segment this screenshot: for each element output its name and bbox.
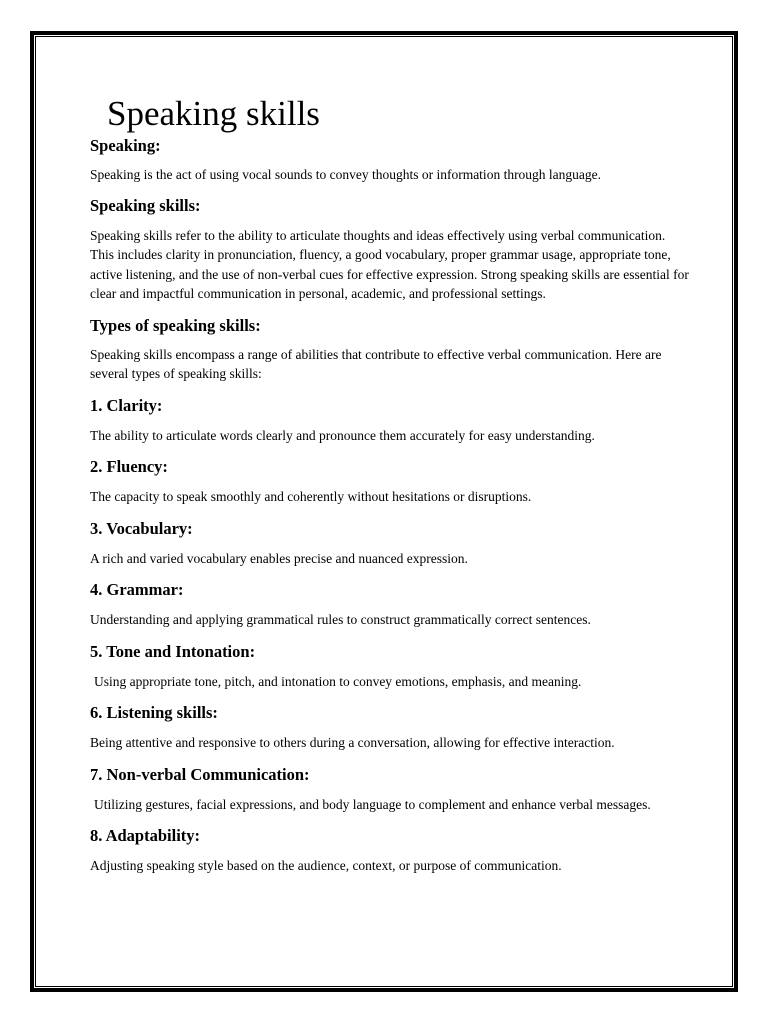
section-heading-vocabulary: 3. Vocabulary: [90, 518, 193, 538]
section-text-fluency: The capacity to speak smoothly and coherently without hesitations or disruptions. [90, 489, 532, 504]
section-heading-speaking: Speaking: [90, 136, 161, 155]
section-text-nonverbal [90, 795, 690, 815]
section-text-speaking-skills: Speaking skills refer to the ability to articulate thoughts and ideas effectively using verbal communication. This includes clarity in pronunciation, fluency, a good vocabulary, proper grammar usage, appropriate tone, active listening, and the use of non-verbal cues for effective expression. Strong speaking skills are essential for clear and impactful communication in personal, academic, and professional settings. [90, 227, 689, 301]
section-text-types: Speaking skills encompass a range of abilities that contribute to effective verbal communication. Here are several types of speaking skills: [90, 346, 662, 381]
section-heading-types: Types of speaking skills: [90, 315, 261, 335]
section-heading-clarity: 1. Clarity: [90, 395, 163, 415]
section-text-listening: Being attentive and responsive to others during a conversation, allowing for effective interaction. [90, 735, 615, 750]
section-heading-tone: 5. Tone and Intonation: [90, 641, 256, 661]
section-heading-speaking-skills: Speaking skills: [90, 195, 201, 215]
section-heading-grammar: 4. Grammar: [90, 580, 184, 599]
section-heading-adaptability: 8. Adaptability: [90, 826, 201, 845]
section-text-clarity: The ability to articulate words clearly and pronounce them accurately for easy understanding. [90, 427, 595, 443]
section-text-tone: Using appropriate tone, pitch, and intonation to convey emotions, emphasis, and meaning. [94, 673, 582, 689]
section-text-vocabulary: A rich and varied vocabulary enables precise and nuanced expression. [90, 550, 468, 566]
section-heading-fluency: 2. Fluency: [90, 457, 168, 476]
document-body [90, 92, 690, 876]
section-text-speaking: Speaking is the act of using vocal sounds to convey thoughts or information through language. [90, 167, 602, 182]
page-title: Speaking skills [107, 94, 320, 133]
section-text-adaptability: Adjusting speaking style based on the audience, context, or purpose of communication. [90, 858, 562, 873]
section-heading-nonverbal: 7. Non-verbal Communication: [90, 764, 310, 784]
section-heading-listening: 6. Listening skills: [90, 703, 218, 722]
section-text-nonverbal-content: Utilizing gestures, facial expressions, and body language to complement and enhance verbal messages. [94, 796, 651, 812]
section-text-grammar: Understanding and applying grammatical rules to construct grammatically correct sentences. [90, 612, 591, 627]
